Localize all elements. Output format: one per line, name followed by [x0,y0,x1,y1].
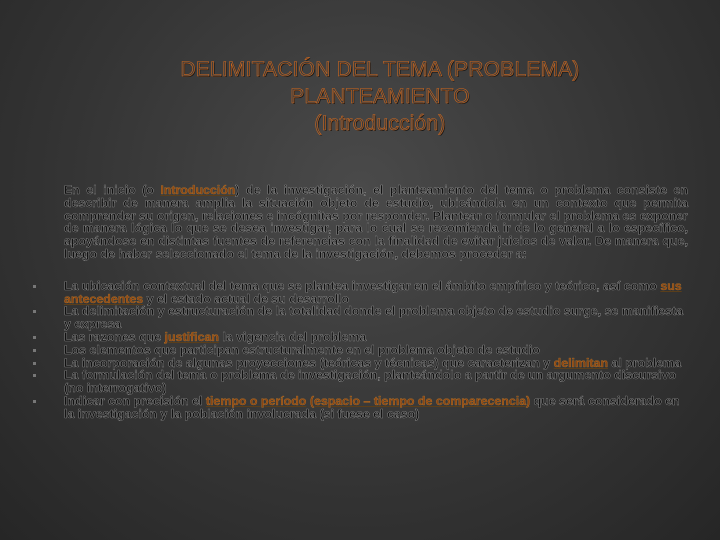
list-item [64,305,688,331]
steps-list [64,280,688,421]
bullet-6-text: La formulación del tema o problema de investigación, planteándolo a partir de un argumento discursivo (no interrogativo) [64,368,677,396]
bullet-7-pre: Indicar con precisión el [64,393,206,408]
bullet-1-pre: La ubicación contextual del tema que se plantea investigar en el ámbito empírico y teórico, así como [64,278,661,293]
bullet-3-pre: Las razones que [64,329,165,344]
bullet-3-post: la vigencia del problema [218,329,367,344]
bullet-1-post: y el estado actual de su desarrollo [143,291,350,306]
title-line-2: PLANTEAMIENTO [290,85,470,108]
slide-body [64,184,688,421]
bullet-3-highlight: justifican [164,329,219,344]
bullet-4-text: Los elementos que participan estructuralmente en el problema objeto de estudio [64,342,540,357]
bullet-5-post: al problema [608,355,682,370]
bullet-2-text: La delimitación y estructuración de la totalidad donde el problema objeto de estudio surge, se manifiesta y expresa [64,304,683,332]
intro-text-post: ) de la investigación, el planteamiento del tema o problema consiste en describir de manera amplia la situación objeto de estudio, ubicándola en un contexto que permita comprender su origen, relaciones e incógnitas por responder. Plantear o formular el problema es exponer de manera lógica lo que se desea investigar, para lo cual se recomienda ir de lo general a lo específico, apoyándose en distintas fuentes de referencias con la finalidad de evitar juicios de valor. De manera que, luego de haber seleccionado el tema de la investigación, debemos proceder a: [64,183,688,261]
bullet-7-highlight-1: tiempo o período [205,393,307,408]
list-item [64,369,688,395]
bullet-1-highlight: sus antecedentes [64,278,682,306]
bullet-7-post: que será considerado en la investigación y la población involucrada (si fuese el caso) [64,393,680,421]
bullet-5-pre: La incorporación de algunas proyecciones (teóricas y técnicas) que caracterizan y [64,355,554,370]
intro-paragraph [64,184,688,261]
title-line-1: DELIMITACIÓN DEL TEMA (PROBLEMA) [180,58,580,81]
bullet-5-highlight: delimitan [553,355,609,370]
list-item [64,395,688,421]
intro-highlight: Introducción [160,183,236,197]
list-item [64,280,688,306]
bullet-7-highlight-2: (espacio – tiempo de comparecencia) [309,393,531,408]
intro-text-pre: En el inicio (o [64,183,161,197]
slide-title [80,56,680,137]
title-line-3: (Introducción) [314,112,446,135]
